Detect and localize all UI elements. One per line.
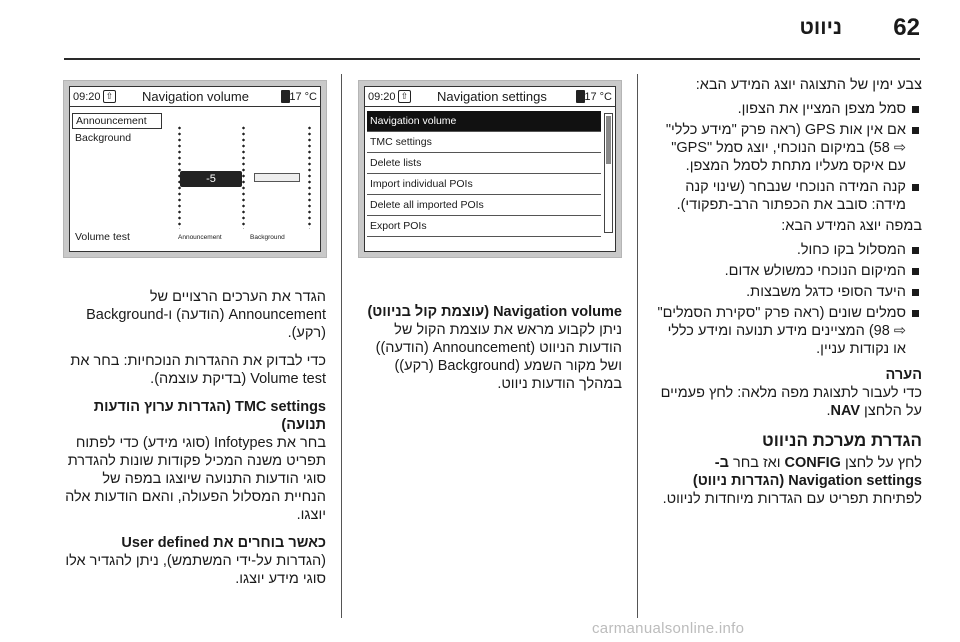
list-item: המיקום הנוכחי כמשולש אדום.: [651, 262, 922, 280]
section-text-part: ואז בחר: [732, 455, 781, 471]
temperature: 17 °C: [289, 91, 317, 103]
user-defined-title: כאשר בוחרים את User defined: [121, 535, 326, 551]
list-item: סמלים שונים (ראה פרק "סקירת הסמלים" ⇨ 98) המציינים מידע תנועה ומידע כללי או נקודות עניין.: [651, 304, 922, 358]
volume-scale: [242, 125, 245, 229]
navigation-volume-screen: [63, 80, 327, 258]
map-info-intro: במפה יוצג המידע הבא:: [781, 218, 922, 234]
section-title: הגדרת מערכת הניווט: [762, 431, 922, 450]
volume-values-text: הגדר את הערכים הרצויים של Announcement (הודעה) ו-Background (רקע).: [86, 289, 326, 341]
right-column: [651, 76, 922, 514]
nav-key-label: NAV: [830, 403, 861, 419]
screen-display: [69, 86, 321, 252]
user-defined-text: (הגדרות על-ידי המשתמש), ניתן להגדיר אלו סוגי מידע יוצגו.: [65, 553, 326, 587]
background-caption: Background: [250, 234, 285, 241]
menu-item-delete-imported-pois[interactable]: Delete all imported POIs: [367, 195, 601, 216]
list-item: קנה המידה הנוכחי שנבחר (שינוי קנה מידה: סובב את הכפתור הרב-תפקודי).: [651, 178, 922, 214]
page-section-title: ניווט: [799, 16, 842, 39]
section-text-part: לחץ על לחצן: [844, 455, 922, 471]
settings-menu: [367, 111, 601, 237]
menu-item-navigation-volume[interactable]: Navigation volume: [367, 111, 601, 132]
page-header: [0, 0, 960, 62]
menu-item-announcement[interactable]: Announcement: [72, 113, 162, 129]
status-bar: [365, 87, 615, 107]
section-menu-label: ב-Navigation settings (הגדרות ניווט): [692, 455, 922, 489]
list-item: המסלול בקו כחול.: [651, 241, 922, 259]
note-text-body: כדי לעבור לתצוגת מפה מלאה: לחץ פעמיים על הלחצן: [660, 385, 922, 419]
config-key-label: CONFIG: [784, 455, 841, 471]
header-rule: [64, 58, 920, 60]
color-display-intro: צבע ימין של התצוגה יוצג המידע הבא:: [695, 77, 922, 93]
announcement-volume-slider[interactable]: -5: [180, 171, 242, 187]
screen-display: [364, 86, 616, 252]
section-text-part: לפתיחת תפריט עם הגדרות מיוחדות לניווט.: [662, 491, 922, 507]
scrollbar[interactable]: [604, 113, 613, 233]
screen-title: Navigation settings: [437, 89, 547, 104]
tmc-settings-text: בחר את Infotypes (סוגי מידע) כדי לפתוח תפריט משנה המכיל פקודות שונות להגדרת סוגי הודעות התנועה שיוצגו במפה של הנחיית המסלול הפעולה, והאם הודעות אלה יוצגו.: [65, 435, 326, 523]
note-text: כדי לעבור לתצוגת מפה מלאה: לחץ פעמיים על הלחצן NAV.: [660, 385, 922, 419]
tmc-settings-title: TMC settings (הגדרות ערוץ הודעות תנועה): [93, 399, 326, 433]
middle-column: [356, 303, 622, 399]
announcement-caption: Announcement: [178, 234, 222, 241]
screen-title: Navigation volume: [142, 89, 249, 104]
note-title: הערה: [885, 367, 922, 383]
section-text: [651, 454, 922, 508]
menu-item-background[interactable]: Background: [75, 132, 132, 144]
clock: 09:20: [368, 91, 396, 103]
temperature: 17 °C: [584, 91, 612, 103]
background-volume-slider[interactable]: [254, 173, 300, 182]
display-info-list: [651, 100, 922, 214]
left-column: [60, 288, 326, 598]
navigation-icon: ⇧: [103, 90, 116, 103]
status-bar: [70, 87, 320, 107]
navigation-settings-screen: [358, 80, 622, 258]
volume-test-button[interactable]: Volume test: [75, 231, 130, 243]
navigation-volume-text: ניתן לקבוע מראש את עוצמת הקול של הודעות הניווט (Announcement (הודעה)) ושל מקור השמע (Background (רקע)) במהלך הודעות ניווט.: [375, 322, 622, 392]
menu-item-delete-lists[interactable]: Delete lists: [367, 153, 601, 174]
volume-scale: [308, 125, 311, 229]
map-info-list: [651, 241, 922, 358]
scroll-thumb[interactable]: [606, 116, 611, 164]
volume-test-text: כדי לבדוק את ההגדרות הנוכחיות: בחר את Volume test (בדיקת עוצמה).: [70, 353, 326, 387]
list-item: אם אין אות GPS (ראה פרק "מידע כללי" ⇨ 58) במיקום הנוכחי, יוצג סמל "GPS" עם איקס מעליו מתחת לסמל המצפן.: [651, 121, 922, 175]
volume-options: [72, 113, 162, 149]
list-item: סמל מצפן המציין את הצפון.: [651, 100, 922, 118]
menu-item-export-pois[interactable]: Export POIs: [367, 216, 601, 237]
column-divider: [341, 74, 342, 618]
column-divider: [637, 74, 638, 618]
watermark: carmanualsonline.info: [592, 620, 745, 637]
navigation-icon: ⇧: [398, 90, 411, 103]
navigation-volume-title: Navigation volume (עוצמת קול בניווט): [367, 304, 622, 320]
clock: 09:20: [73, 91, 101, 103]
page-number: 62: [893, 14, 920, 41]
list-item: היעד הסופי כדגל משבצות.: [651, 283, 922, 301]
menu-item-import-pois[interactable]: Import individual POIs: [367, 174, 601, 195]
menu-item-tmc-settings[interactable]: TMC settings: [367, 132, 601, 153]
